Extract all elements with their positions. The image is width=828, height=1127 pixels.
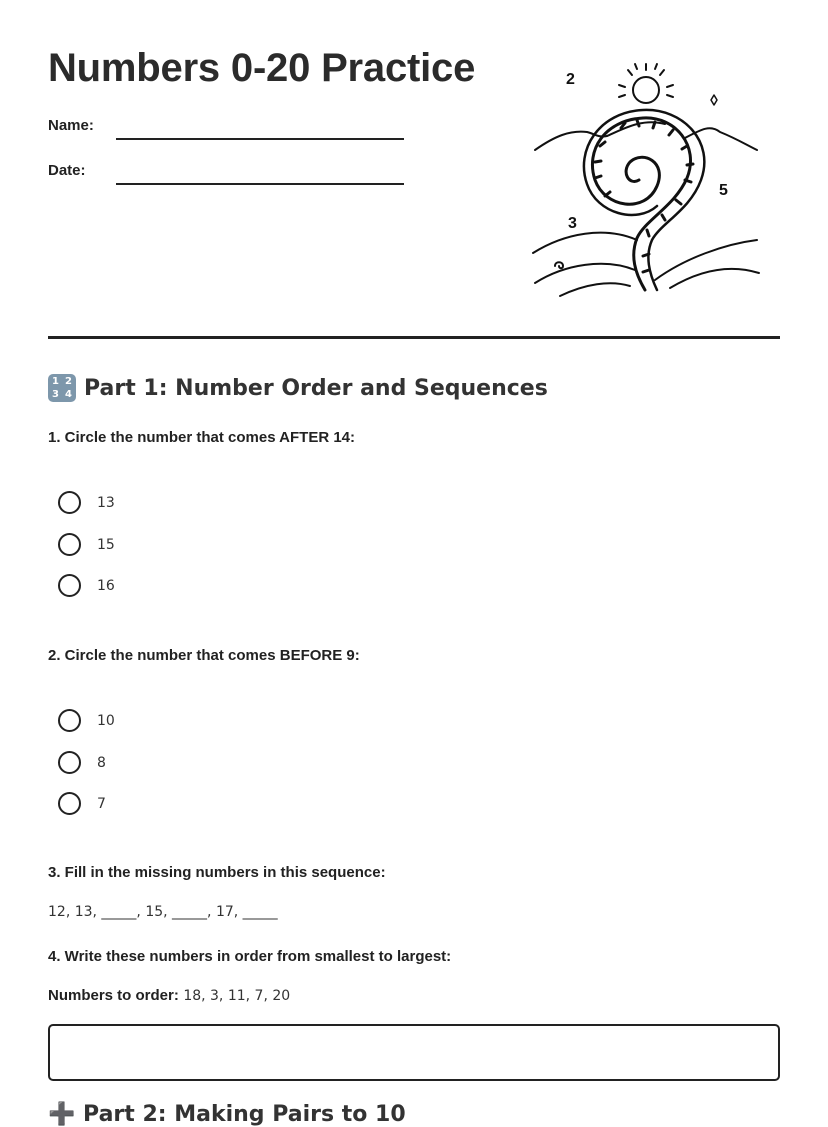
illustration-number-3: 3 — [568, 215, 577, 232]
option-label: 15 — [97, 536, 115, 553]
q2-option[interactable] — [58, 751, 106, 774]
date-field[interactable] — [116, 183, 404, 185]
q2-option[interactable] — [58, 709, 115, 732]
option-label: 7 — [97, 795, 106, 812]
radio-circle[interactable] — [58, 491, 81, 514]
part1-heading-text: Part 1: Number Order and Sequences — [84, 375, 548, 401]
sequence-text[interactable]: 12, 13, _____, 15, _____, 17, _____ — [48, 904, 278, 920]
answer-box[interactable] — [48, 1024, 780, 1081]
option-label: 8 — [97, 754, 106, 771]
question-2: 2. Circle the number that comes BEFORE 9: — [48, 647, 360, 664]
part1-heading — [48, 374, 548, 402]
page-title: Numbers 0-20 Practice — [48, 46, 476, 90]
option-label: 16 — [97, 577, 115, 594]
q2-option[interactable] — [58, 792, 106, 815]
numbers-icon: 1 2 3 4 — [48, 374, 76, 402]
radio-circle[interactable] — [58, 751, 81, 774]
numbers-to-order — [48, 987, 290, 1004]
illustration-number-5: 5 — [719, 182, 728, 199]
illustration-number-2: 2 — [566, 71, 575, 88]
question-4: 4. Write these numbers in order from smallest to largest: — [48, 948, 452, 965]
sun-icon — [633, 77, 659, 103]
option-label: 13 — [97, 494, 115, 511]
part2-heading: ➕ Part 2: Making Pairs to 10 — [48, 1102, 406, 1127]
fern-spiral-illustration — [525, 58, 770, 300]
numbers-label: Numbers to order: — [48, 987, 179, 1004]
option-label: 10 — [97, 712, 115, 729]
question-3: 3. Fill in the missing numbers in this sequence: — [48, 864, 386, 881]
name-label: Name: — [48, 117, 94, 134]
q1-option[interactable] — [58, 574, 115, 597]
date-label: Date: — [48, 162, 86, 179]
section-divider — [48, 336, 780, 339]
radio-circle[interactable] — [58, 574, 81, 597]
radio-circle[interactable] — [58, 709, 81, 732]
q1-option[interactable] — [58, 533, 115, 556]
radio-circle[interactable] — [58, 533, 81, 556]
q1-option[interactable] — [58, 491, 115, 514]
radio-circle[interactable] — [58, 792, 81, 815]
numbers-list: 18, 3, 11, 7, 20 — [183, 988, 291, 1004]
question-1: 1. Circle the number that comes AFTER 14: — [48, 429, 356, 446]
name-field[interactable] — [116, 138, 404, 140]
